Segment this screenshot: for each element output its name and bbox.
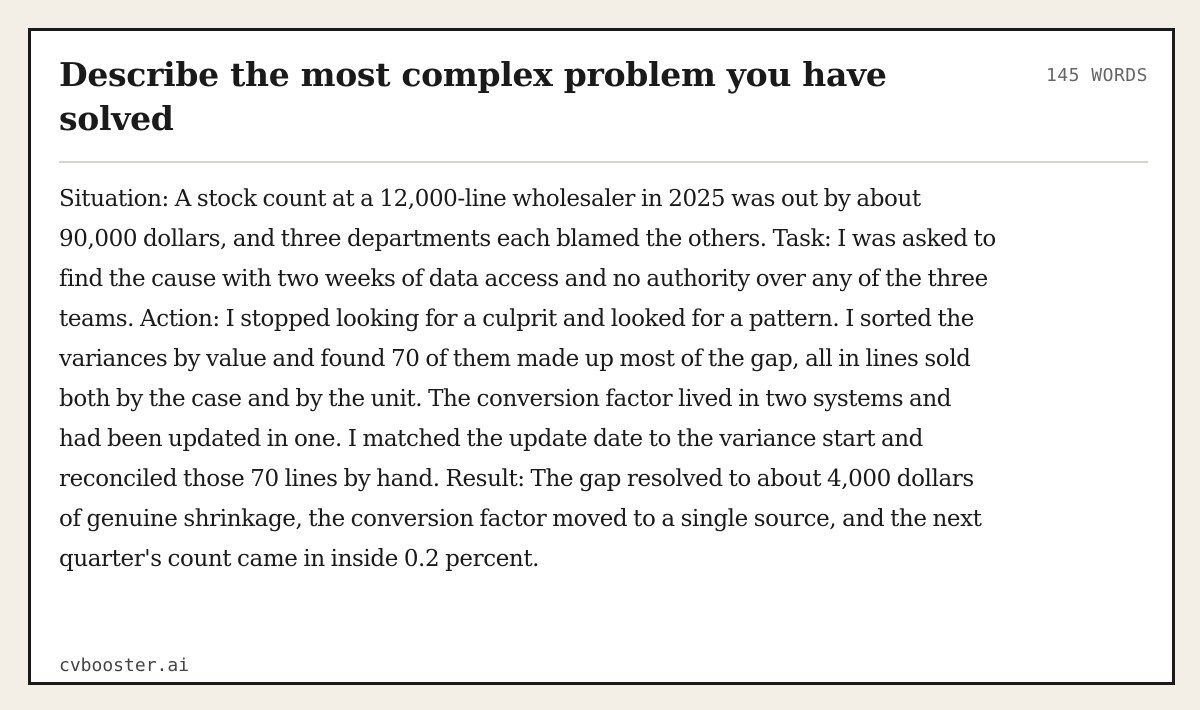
answer-body: Situation: A stock count at a 12,000-line wholesaler in 2025 was out by about 90,000 dollars, and three departments each blamed the others. Task: I was asked to find the cause with two weeks of data access and no authority over any of the three teams. Action: I stopped looking for a culprit and looked for a pattern. I sorted the variances by value and found 70 of them made up most of the gap, all in lines sold both by the case and by the unit. The conversion factor lived in two systems and had been updated in one. I matched the update date to the variance start and reconciled those 70 lines by hand. Result: The gap resolved to about 4,000 dollars of genuine shrinkage, the conversion factor moved to a single source, and the next quarter's count came in inside 0.2 percent. (59, 186, 996, 572)
question-title: Describe the most complex problem you have solved (59, 55, 887, 138)
card-header (59, 53, 1148, 163)
header-divider (59, 161, 1148, 163)
word-count-label: 145 WORDS (1045, 65, 1148, 86)
answer-card (28, 28, 1175, 685)
brand-footer: cvbooster.ai (59, 655, 190, 676)
